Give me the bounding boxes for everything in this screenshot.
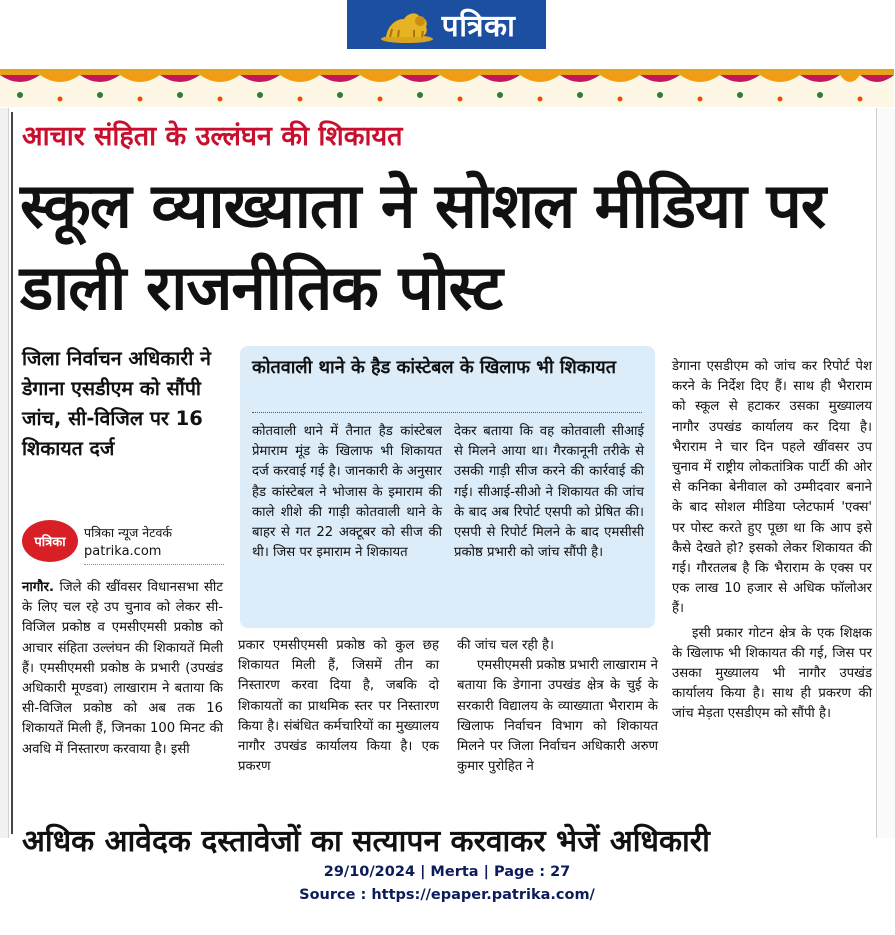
column-right-text-b: इसी प्रकार गोटन क्षेत्र के एक शिक्षक के खिलाफ भी शिकायत की गई, जिस पर उसका मुख्यालय भी नागौर उपखंड कार्यालय किया है। साथ ही प्रकरण की जांच मेड़ता एसडीएम को सौंपी है। [672, 625, 872, 722]
subhead: जिला निर्वाचन अधिकारी ने डेगाना एसडीएम को सौंपी जांच, सी-विजिल पर 16 शिकायत दर्ज [22, 347, 211, 460]
masthead-title: पत्रिका [441, 9, 516, 44]
sidebox-column-2: देकर बताया कि वह कोतवाली सीआई से मिलने आया था। गैरकानूनी तरीके से उसकी गाड़ी सीज करने की कार्रवाई की गई। सीआई-सीओ ने शिकायत की जांच के बाद अब रिपोर्ट एसपी को प्रेषित की। एसपी से रिपोर्ट मिलने के बाद एमसीसी प्रकोष्ठ प्रभारी को जांच सौंपी है। [454, 424, 644, 561]
column-right-text-a: डेगाना एसडीएम को जांच कर रिपोर्ट पेश करने के निर्देश दिए हैं। साथ ही भैराराम को स्कूल से हटाकर उसका मुख्यालय नागौर उपखंड कार्यालय कर दिया है। भैराराम ने चार दिन पहले खींवसर उप चुनाव में राष्ट्रीय लोकतांत्रिक पार्टी की ओर से कनिका बेनीवाल को उम्मीदवार बनाने के बाद सोशल मीडिया प्लेटफार्म 'एक्स' पर पोस्ट करते हुए पूछा था कि आप इसे कैसे देखते हो? इसको लेकर शिकायत की गई। गौरतलब है कि भैराराम के एक्स पर एक लाख 10 हजार से अधिक फॉलोअर हैं। [672, 359, 872, 617]
sidebox-rule [252, 412, 642, 413]
column-right [672, 357, 872, 725]
sidebox [240, 346, 655, 628]
column-middle-2-text-b: एमसीएमसी प्रकोष्ठ प्रभारी लाखाराम ने बताया कि डेगाना उपखंड क्षेत्र के चुई के सरकारी विद्यालय के व्याख्याता भैराराम के खिलाफ निर्वाचन विभाग को शिकायत मिलने पर जिला निर्वाचन अधिकारी अरुण कुमार पुरोहित ने [457, 658, 658, 775]
kicker: आचार संहिता के उल्लंघन की शिकायत [22, 121, 403, 152]
column-left-text: जिले की खींवसर विधानसभा सीट के लिए चल रहे उप चुनाव को लेकर सी-विजिल प्रकोष्ठ व एमसीएमसी प्रकोष्ठ को आचार संहिता उल्लंघन की शिकायतें मिली हैं। एमसीएमसी प्रकोष्ठ के प्रभारी (उपखंड अधिकारी मूण्डवा) लाखाराम ने बताया कि सी-विजिल प्रकोष्ठ को अब तक 16 शिकायतें मिली हैं, जिनका 100 मिनट की अवधि में निस्तारण करवाया है। इसी [22, 580, 223, 757]
headline: स्कूल व्याख्याता ने सोशल मीडिया पर डाली राजनीतिक पोस्ट [20, 169, 826, 324]
lion-emblem-icon [378, 5, 436, 45]
footer-date: 29/10/2024 | Merta | Page : 27 [323, 864, 571, 880]
festive-border [0, 69, 894, 107]
column-left [22, 578, 223, 760]
next-article-headline [22, 818, 872, 859]
byline-agency: पत्रिका न्यूज नेटवर्क [84, 525, 173, 540]
column-middle-text: प्रकार एमसीएमसी प्रकोष्ठ को कुल छह शिकायत मिली हैं, जिसमें तीन का निस्तारण करवा दिया है, जबकि दो शिकायतों का प्राथमिक स्तर पर निस्तारण किया है। संबंधित कर्मचारियों का मुख्यालय नागौर उपखंड कार्यालय किया है। एक प्रकरण [238, 638, 439, 775]
byline [22, 520, 222, 570]
column-middle-2 [457, 636, 658, 777]
column-middle-2-text-a: की जांच चल रही है। [457, 638, 555, 653]
page-edge-left [0, 108, 9, 838]
footer-source: Source : https://epaper.patrika.com/ [299, 887, 595, 903]
masthead [347, 0, 546, 49]
column-middle [238, 636, 439, 777]
sidebox-title: कोतवाली थाने के हैड कांस्टेबल के खिलाफ भी शिकायत [252, 357, 616, 378]
byline-domain: patrika.com [84, 544, 162, 559]
next-article-headline-text: अधिक आवेदक दस्तावेजों का सत्यापन करवाकर भेजें अधिकारी [22, 824, 710, 859]
column-rule [11, 112, 13, 834]
dateline: नागौर. [22, 580, 54, 595]
sidebox-column-1: कोतवाली थाने में तैनात हैड कांस्टेबल प्रेमाराम मूंड के खिलाफ भी शिकायत दर्ज करवाई गई है। जानकारी के अनुसार हैड कांस्टेबल ने भोजास के इमाराम की काले शीशे की गाड़ी कोतवाली थाने के बाहर से गत 22 अक्टूबर को सीज की थी। जिस पर इमाराम ने शिकायत [252, 424, 442, 561]
page-edge-right [876, 108, 895, 838]
byline-rule [84, 564, 224, 566]
byline-logo: पत्रिका [22, 520, 78, 562]
